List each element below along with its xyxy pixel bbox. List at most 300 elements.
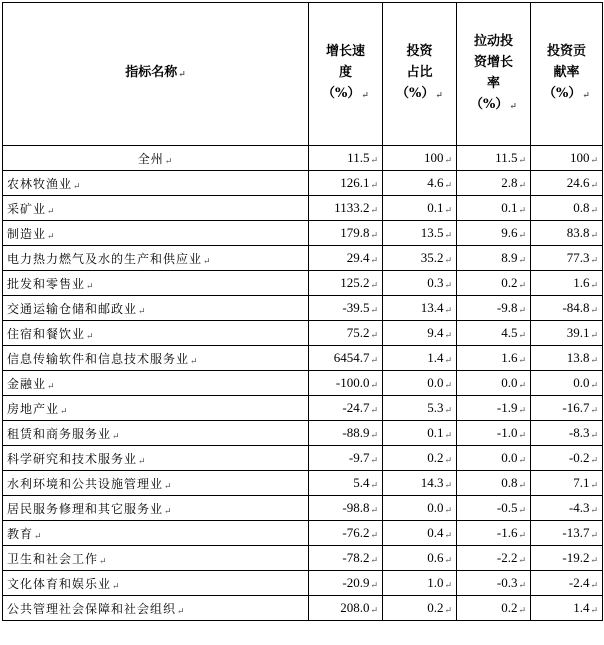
cell-contrib-value: -0.2 <box>568 450 590 465</box>
row-name <box>3 346 309 371</box>
paragraph-mark: ↵ <box>518 405 526 415</box>
paragraph-mark: ↵ <box>518 280 526 290</box>
row-name <box>3 496 309 521</box>
investment-table <box>2 2 603 621</box>
table-body <box>3 146 603 621</box>
cell-pull-value: -1.6 <box>496 525 518 540</box>
cell-pull-value: -0.3 <box>496 575 518 590</box>
cell-share <box>383 221 457 246</box>
cell-share <box>383 321 457 346</box>
header-contrib <box>531 3 603 146</box>
cell-growth-value: -24.7 <box>342 400 370 415</box>
table-row <box>3 471 603 496</box>
paragraph-mark: ↵ <box>178 70 186 80</box>
table-row <box>3 396 603 421</box>
cell-share-value: 0.1 <box>427 200 444 215</box>
paragraph-mark: ↵ <box>590 480 598 490</box>
paragraph-mark: ↵ <box>590 455 598 465</box>
paragraph-mark: ↵ <box>203 256 212 267</box>
table-row <box>3 171 603 196</box>
cell-contrib-value: 39.1 <box>566 325 590 340</box>
paragraph-mark: ↵ <box>518 605 526 615</box>
cell-contrib-value: 0.8 <box>573 200 590 215</box>
cell-share <box>383 246 457 271</box>
paragraph-mark: ↵ <box>590 605 598 615</box>
cell-share-value: 13.5 <box>420 225 444 240</box>
paragraph-mark: ↵ <box>444 455 452 465</box>
header-row <box>3 3 603 146</box>
cell-pull-value: 11.5 <box>495 150 518 165</box>
paragraph-mark: ↵ <box>370 455 378 465</box>
paragraph-mark: ↵ <box>590 205 598 215</box>
row-name <box>3 546 309 571</box>
paragraph-mark: ↵ <box>444 480 452 490</box>
cell-contrib <box>531 346 603 371</box>
cell-contrib-value: -16.7 <box>562 400 590 415</box>
cell-pull <box>457 346 531 371</box>
row-name-text: 制造业 <box>7 226 47 241</box>
cell-pull <box>457 396 531 421</box>
cell-growth-value: 1133.2 <box>334 200 370 215</box>
cell-share-value: 5.3 <box>427 400 444 415</box>
cell-contrib-value: -13.7 <box>562 525 590 540</box>
cell-pull-value: 0.2 <box>501 600 518 615</box>
paragraph-mark: ↵ <box>370 330 378 340</box>
paragraph-mark: ↵ <box>444 405 452 415</box>
table-row <box>3 571 603 596</box>
row-name <box>3 571 309 596</box>
paragraph-mark: ↵ <box>370 605 378 615</box>
paragraph-mark: ↵ <box>518 530 526 540</box>
paragraph-mark: ↵ <box>444 255 452 265</box>
cell-contrib <box>531 221 603 246</box>
header-share <box>383 3 457 146</box>
cell-growth <box>309 221 383 246</box>
paragraph-mark: ↵ <box>590 555 598 565</box>
cell-growth <box>309 596 383 621</box>
cell-contrib-value: -4.3 <box>568 500 590 515</box>
paragraph-mark: ↵ <box>60 406 69 417</box>
paragraph-mark: ↵ <box>590 430 598 440</box>
cell-growth <box>309 246 383 271</box>
cell-pull <box>457 446 531 471</box>
cell-pull <box>457 321 531 346</box>
cell-contrib <box>531 546 603 571</box>
table-row <box>3 146 603 171</box>
cell-share <box>383 521 457 546</box>
row-name <box>3 246 309 271</box>
row-name-text: 住宿和餐饮业 <box>7 326 86 341</box>
row-name <box>3 296 309 321</box>
cell-growth <box>309 446 383 471</box>
paragraph-mark: ↵ <box>370 355 378 365</box>
paragraph-mark: ↵ <box>509 101 517 112</box>
paragraph-mark: ↵ <box>518 205 526 215</box>
paragraph-mark: ↵ <box>518 480 526 490</box>
paragraph-mark: ↵ <box>444 355 452 365</box>
table-row <box>3 546 603 571</box>
paragraph-mark: ↵ <box>518 255 526 265</box>
header-name <box>3 3 309 146</box>
header-name-line: 指标名称↵ <box>125 65 186 80</box>
cell-pull <box>457 521 531 546</box>
row-name-text: 居民服务修理和其它服务业 <box>7 501 164 516</box>
cell-share <box>383 571 457 596</box>
header-share-line: （%）↵ <box>396 86 443 101</box>
header-pull-line: 资增长 <box>473 54 513 70</box>
table-row <box>3 421 603 446</box>
paragraph-mark: ↵ <box>86 281 95 292</box>
cell-pull-value: 4.5 <box>501 325 518 340</box>
cell-pull <box>457 246 531 271</box>
header-growth-line: 增长速 <box>325 44 365 59</box>
table-row <box>3 521 603 546</box>
cell-growth-value: 6454.7 <box>333 350 370 365</box>
cell-contrib-value: 13.8 <box>566 350 590 365</box>
paragraph-mark: ↵ <box>164 481 173 492</box>
cell-growth <box>309 421 383 446</box>
cell-contrib-value: -19.2 <box>562 550 590 565</box>
cell-growth <box>309 571 383 596</box>
paragraph-mark: ↵ <box>86 331 95 342</box>
cell-pull <box>457 471 531 496</box>
cell-growth-value: 75.2 <box>346 325 370 340</box>
cell-growth <box>309 346 383 371</box>
paragraph-mark: ↵ <box>444 505 452 515</box>
cell-share-value: 0.1 <box>427 425 444 440</box>
paragraph-mark: ↵ <box>370 255 378 265</box>
row-name <box>3 221 309 246</box>
cell-pull-value: 0.0 <box>501 375 518 390</box>
cell-contrib <box>531 396 603 421</box>
cell-growth-value: -98.8 <box>342 500 370 515</box>
cell-share-value: 4.6 <box>427 175 444 190</box>
paragraph-mark: ↵ <box>370 230 378 240</box>
cell-contrib-value: 77.3 <box>566 250 590 265</box>
cell-pull-value: -9.8 <box>496 300 518 315</box>
cell-growth-value: -78.2 <box>342 550 370 565</box>
paragraph-mark: ↵ <box>370 155 378 165</box>
cell-share-value: 0.3 <box>427 275 444 290</box>
table-row <box>3 446 603 471</box>
header-contrib-line: （%）↵ <box>543 86 590 101</box>
cell-share-value: 35.2 <box>420 250 444 265</box>
row-name-text: 批发和零售业 <box>7 276 86 291</box>
paragraph-mark: ↵ <box>444 380 452 390</box>
cell-pull <box>457 596 531 621</box>
paragraph-mark: ↵ <box>518 230 526 240</box>
cell-growth <box>309 396 383 421</box>
cell-pull-value: 8.9 <box>501 250 518 265</box>
cell-growth <box>309 496 383 521</box>
paragraph-mark: ↵ <box>370 530 378 540</box>
paragraph-mark: ↵ <box>112 581 121 592</box>
cell-pull <box>457 271 531 296</box>
cell-growth-value: -20.9 <box>342 575 370 590</box>
row-name-text: 教育 <box>7 526 34 541</box>
cell-growth-value: -39.5 <box>342 300 370 315</box>
cell-contrib <box>531 171 603 196</box>
cell-contrib <box>531 296 603 321</box>
paragraph-mark: ↵ <box>590 355 598 365</box>
table-row <box>3 596 603 621</box>
paragraph-mark: ↵ <box>590 505 598 515</box>
row-name-text: 水利环境和公共设施管理业 <box>7 476 164 491</box>
paragraph-mark: ↵ <box>34 531 43 542</box>
paragraph-mark: ↵ <box>590 305 598 315</box>
paragraph-mark: ↵ <box>47 231 56 242</box>
header-growth <box>309 3 383 146</box>
cell-growth <box>309 546 383 571</box>
cell-pull <box>457 296 531 321</box>
cell-share <box>383 596 457 621</box>
cell-contrib <box>531 596 603 621</box>
paragraph-mark: ↵ <box>590 405 598 415</box>
cell-pull <box>457 371 531 396</box>
paragraph-mark: ↵ <box>590 155 598 165</box>
paragraph-mark: ↵ <box>164 156 174 167</box>
header-growth-line: （%）↵ <box>322 86 369 101</box>
cell-contrib <box>531 471 603 496</box>
cell-contrib <box>531 196 603 221</box>
paragraph-mark: ↵ <box>435 91 443 101</box>
paragraph-mark: ↵ <box>112 431 121 442</box>
row-name <box>3 596 309 621</box>
cell-contrib <box>531 321 603 346</box>
cell-share <box>383 471 457 496</box>
paragraph-mark: ↵ <box>518 380 526 390</box>
cell-share-value: 14.3 <box>420 475 444 490</box>
paragraph-mark: ↵ <box>518 580 526 590</box>
cell-pull-value: -0.5 <box>496 500 518 515</box>
cell-growth-value: -100.0 <box>335 375 370 390</box>
cell-contrib <box>531 371 603 396</box>
cell-contrib <box>531 521 603 546</box>
cell-pull-value: 2.8 <box>501 175 518 190</box>
paragraph-mark: ↵ <box>370 405 378 415</box>
paragraph-mark: ↵ <box>444 580 452 590</box>
paragraph-mark: ↵ <box>444 205 452 215</box>
cell-growth <box>309 521 383 546</box>
paragraph-mark: ↵ <box>370 580 378 590</box>
header-pull-line: （%）↵ <box>470 96 517 112</box>
paragraph-mark: ↵ <box>518 505 526 515</box>
cell-share-value: 13.4 <box>420 300 444 315</box>
paragraph-mark: ↵ <box>370 280 378 290</box>
cell-pull <box>457 546 531 571</box>
cell-contrib <box>531 446 603 471</box>
cell-share-value: 1.0 <box>427 575 444 590</box>
paragraph-mark: ↵ <box>370 505 378 515</box>
paragraph-mark: ↵ <box>190 356 199 367</box>
cell-growth-value: 179.8 <box>340 225 370 240</box>
header-growth-line: 度 <box>338 65 352 80</box>
paragraph-mark: ↵ <box>518 430 526 440</box>
header-contrib-line: 投资贡 <box>546 44 586 59</box>
row-name <box>3 371 309 396</box>
paragraph-mark: ↵ <box>138 306 147 317</box>
paragraph-mark: ↵ <box>518 180 526 190</box>
cell-growth-value: 208.0 <box>340 600 370 615</box>
row-name <box>3 271 309 296</box>
cell-share-value: 100 <box>423 150 444 165</box>
cell-pull-value: -2.2 <box>496 550 518 565</box>
cell-pull <box>457 196 531 221</box>
table-row <box>3 321 603 346</box>
cell-pull-value: -1.9 <box>496 400 518 415</box>
cell-share <box>383 296 457 321</box>
cell-share-value: 0.4 <box>427 525 444 540</box>
cell-growth-value: 11.5 <box>347 150 370 165</box>
paragraph-mark: ↵ <box>361 91 369 101</box>
cell-share-value: 0.6 <box>427 550 444 565</box>
cell-contrib <box>531 571 603 596</box>
cell-contrib <box>531 271 603 296</box>
row-name <box>3 146 309 171</box>
paragraph-mark: ↵ <box>518 355 526 365</box>
cell-share-value: 9.4 <box>427 325 444 340</box>
cell-share <box>383 421 457 446</box>
cell-pull-value: -1.0 <box>496 425 518 440</box>
paragraph-mark: ↵ <box>590 530 598 540</box>
row-name-text: 信息传输软件和信息技术服务业 <box>7 351 190 366</box>
cell-growth <box>309 271 383 296</box>
cell-share <box>383 146 457 171</box>
table-row <box>3 221 603 246</box>
row-name <box>3 321 309 346</box>
cell-contrib <box>531 496 603 521</box>
cell-share-value: 0.2 <box>427 600 444 615</box>
paragraph-mark: ↵ <box>590 580 598 590</box>
paragraph-mark: ↵ <box>164 506 173 517</box>
table-row <box>3 196 603 221</box>
header-share-line: 投资 <box>406 44 433 59</box>
table-row <box>3 271 603 296</box>
paragraph-mark: ↵ <box>47 381 56 392</box>
row-name-text: 租赁和商务服务业 <box>7 426 112 441</box>
paragraph-mark: ↵ <box>370 180 378 190</box>
cell-growth-value: -9.7 <box>348 450 370 465</box>
cell-contrib-value: 7.1 <box>573 475 590 490</box>
cell-pull-value: 9.6 <box>501 225 518 240</box>
cell-growth <box>309 371 383 396</box>
paragraph-mark: ↵ <box>590 330 598 340</box>
paragraph-mark: ↵ <box>444 230 452 240</box>
row-name-text: 电力热力燃气及水的生产和供应业 <box>7 251 203 266</box>
cell-contrib-value: 1.6 <box>573 275 590 290</box>
paragraph-mark: ↵ <box>590 180 598 190</box>
cell-share <box>383 546 457 571</box>
row-name <box>3 446 309 471</box>
cell-pull-value: 0.0 <box>501 450 518 465</box>
paragraph-mark: ↵ <box>73 181 82 192</box>
table-row <box>3 296 603 321</box>
cell-pull-value: 0.8 <box>501 475 518 490</box>
paragraph-mark: ↵ <box>590 230 598 240</box>
cell-growth-value: 126.1 <box>340 175 370 190</box>
cell-contrib-value: 0.0 <box>573 375 590 390</box>
cell-contrib-value: -84.8 <box>562 300 590 315</box>
cell-growth-value: 29.4 <box>346 250 370 265</box>
paragraph-mark: ↵ <box>370 480 378 490</box>
paragraph-mark: ↵ <box>590 255 598 265</box>
paragraph-mark: ↵ <box>444 305 452 315</box>
row-name <box>3 471 309 496</box>
cell-pull <box>457 221 531 246</box>
paragraph-mark: ↵ <box>444 330 452 340</box>
cell-contrib <box>531 421 603 446</box>
paragraph-mark: ↵ <box>444 155 452 165</box>
paragraph-mark: ↵ <box>444 555 452 565</box>
cell-contrib-value: 83.8 <box>566 225 590 240</box>
paragraph-mark: ↵ <box>444 530 452 540</box>
paragraph-mark: ↵ <box>370 430 378 440</box>
paragraph-mark: ↵ <box>370 305 378 315</box>
cell-contrib <box>531 146 603 171</box>
row-name-text: 金融业 <box>7 376 47 391</box>
paragraph-mark: ↵ <box>138 456 147 467</box>
paragraph-mark: ↵ <box>177 606 186 617</box>
paragraph-mark: ↵ <box>370 205 378 215</box>
row-name-text: 采矿业 <box>7 201 47 216</box>
paragraph-mark: ↵ <box>444 605 452 615</box>
cell-share <box>383 171 457 196</box>
cell-growth <box>309 296 383 321</box>
cell-share <box>383 346 457 371</box>
cell-share <box>383 496 457 521</box>
cell-growth-value: -76.2 <box>342 525 370 540</box>
cell-growth-value: -88.9 <box>342 425 370 440</box>
row-name-text: 公共管理社会保障和社会组织 <box>7 601 177 616</box>
paragraph-mark: ↵ <box>444 430 452 440</box>
table-row <box>3 346 603 371</box>
cell-growth-value: 5.4 <box>353 475 370 490</box>
cell-share <box>383 371 457 396</box>
cell-contrib-value: 24.6 <box>566 175 590 190</box>
header-pull <box>457 3 531 146</box>
paragraph-mark: ↵ <box>518 305 526 315</box>
paragraph-mark: ↵ <box>518 330 526 340</box>
paragraph-mark: ↵ <box>582 91 590 101</box>
cell-pull-value: 1.6 <box>501 350 518 365</box>
row-name-text: 文化体育和娱乐业 <box>7 576 112 591</box>
row-name <box>3 171 309 196</box>
paragraph-mark: ↵ <box>370 555 378 565</box>
cell-contrib-value: 1.4 <box>573 600 590 615</box>
cell-pull <box>457 571 531 596</box>
cell-share <box>383 446 457 471</box>
paragraph-mark: ↵ <box>518 555 526 565</box>
cell-pull-value: 0.2 <box>501 275 518 290</box>
cell-pull <box>457 146 531 171</box>
header-pull-line: 率 <box>486 75 500 91</box>
table-row <box>3 371 603 396</box>
paragraph-mark: ↵ <box>370 380 378 390</box>
cell-growth <box>309 471 383 496</box>
cell-growth <box>309 196 383 221</box>
cell-pull <box>457 421 531 446</box>
paragraph-mark: ↵ <box>444 280 452 290</box>
row-name-text: 卫生和社会工作 <box>7 551 99 566</box>
row-name-text: 农林牧渔业 <box>7 176 73 191</box>
cell-share-value: 0.0 <box>427 500 444 515</box>
table-row <box>3 246 603 271</box>
row-name <box>3 396 309 421</box>
cell-contrib-value: -2.4 <box>568 575 590 590</box>
cell-contrib-value: 100 <box>569 150 590 165</box>
cell-share <box>383 271 457 296</box>
cell-pull <box>457 171 531 196</box>
